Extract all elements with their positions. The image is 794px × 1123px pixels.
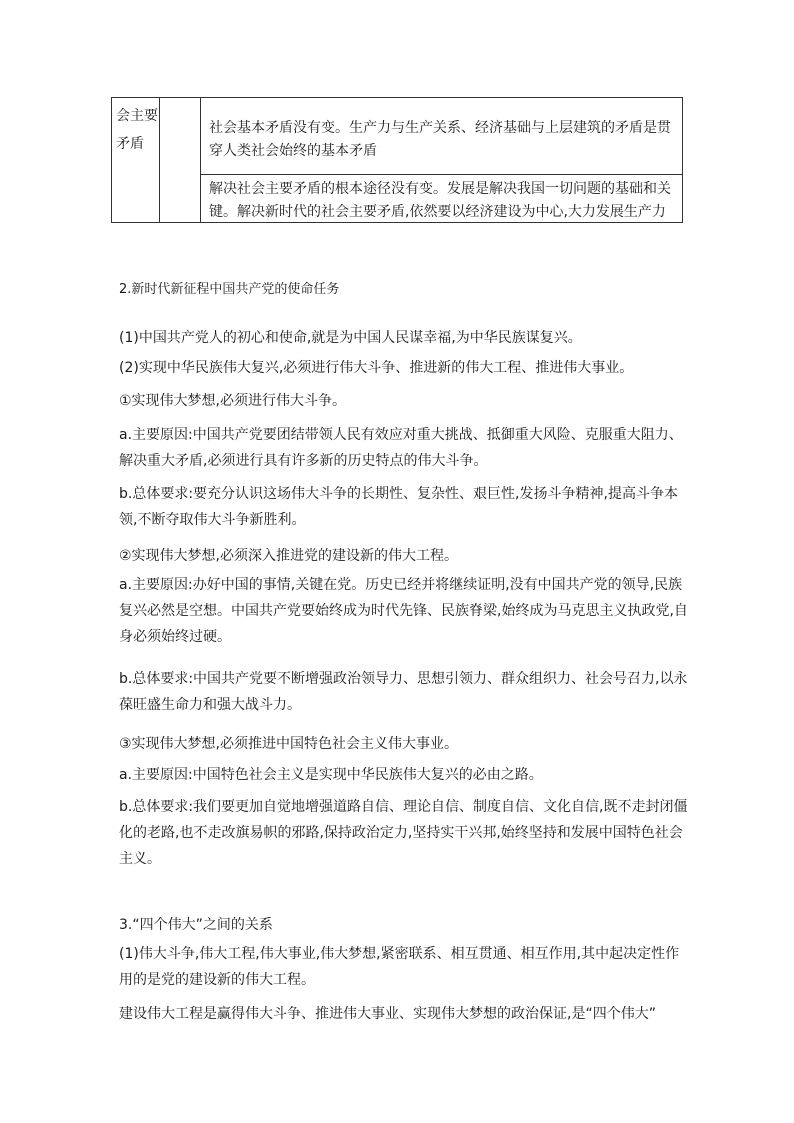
contradiction-table	[111, 97, 683, 223]
table-cell-basic-contradiction: 社会基本矛盾没有变。生产力与生产关系、经济基础与上层建筑的矛盾是贯穿人类社会始终的基本矛盾	[209, 120, 671, 159]
section-2-title: 2.新时代新征程中国共产党的使命任务	[119, 282, 340, 297]
subsection-3-title: ③实现伟大梦想,必须推进中国特色社会主义伟大事业。	[119, 736, 458, 752]
section-3-paragraph-2: 建设伟大工程是赢得伟大斗争、推进伟大事业、实现伟大梦想的政治保证,是“四个伟大”	[119, 1006, 656, 1022]
section-3-paragraph-1: (1)伟大斗争,伟大工程,伟大事业,伟大梦想,紧密联系、相互贯通、相互作用,其中起决定性作用的是党的建设新的伟大工程。	[119, 946, 680, 988]
subsection-1-title: ①实现伟大梦想,必须进行伟大斗争。	[119, 393, 347, 409]
table-content-column	[201, 98, 682, 222]
table-empty-column	[160, 98, 201, 222]
subsection-2-reason: a.主要原因:办好中国的事情,关键在党。历史已经并将继续证明,没有中国共产党的领导,民族复兴必然是空想。中国共产党要始终成为时代先锋、民族脊梁,始终成为马克思主义执政党,自身必须始终过硬。	[119, 577, 688, 645]
subsection-3-reason: a.主要原因:中国特色社会主义是实现中华民族伟大复兴的必由之路。	[119, 767, 543, 783]
subsection-1-reason: a.主要原因:中国共产党要团结带领人民有效应对重大挑战、抵御重大风险、克服重大阻力、解决重大矛盾,必须进行具有许多新的历史特点的伟大斗争。	[119, 427, 683, 469]
table-label-column	[112, 98, 160, 222]
table-row-divider	[201, 174, 682, 175]
subsection-2-requirement: b.总体要求:中国共产党要不断增强政治领导力、思想引领力、群众组织力、社会号召力,以永葆旺盛生命力和强大战斗力。	[119, 671, 688, 713]
section-3-title: 3.“四个伟大”之间的关系	[119, 917, 273, 933]
subsection-2-title: ②实现伟大梦想,必须深入推进党的建设新的伟大工程。	[119, 548, 458, 564]
table-row-label: 会主要矛盾	[116, 108, 158, 152]
section-2-paragraph-2: (2)实现中华民族伟大复兴,必须进行伟大斗争、推进新的伟大工程、推进伟大事业。	[119, 360, 634, 376]
subsection-3-requirement: b.总体要求:我们要更加自觉地增强道路自信、理论自信、制度自信、文化自信,既不走封闭僵化的老路,也不走改旗易帜的邪路,保持政治定力,坚持实干兴邦,始终坚持和发展中国特色社会主义。	[119, 799, 688, 867]
subsection-1-requirement: b.总体要求:要充分认识这场伟大斗争的长期性、复杂性、艰巨性,发扬斗争精神,提高斗争本领,不断夺取伟大斗争新胜利。	[119, 486, 678, 528]
table-cell-solution-path: 解决社会主要矛盾的根本途径没有变。发展是解决我国一切问题的基础和关键。解决新时代的社会主要矛盾,依然要以经济建设为中心,大力发展生产力	[209, 181, 671, 220]
section-2-paragraph-1: (1)中国共产党人的初心和使命,就是为中国人民谋幸福,为中华民族谋复兴。	[119, 330, 582, 346]
